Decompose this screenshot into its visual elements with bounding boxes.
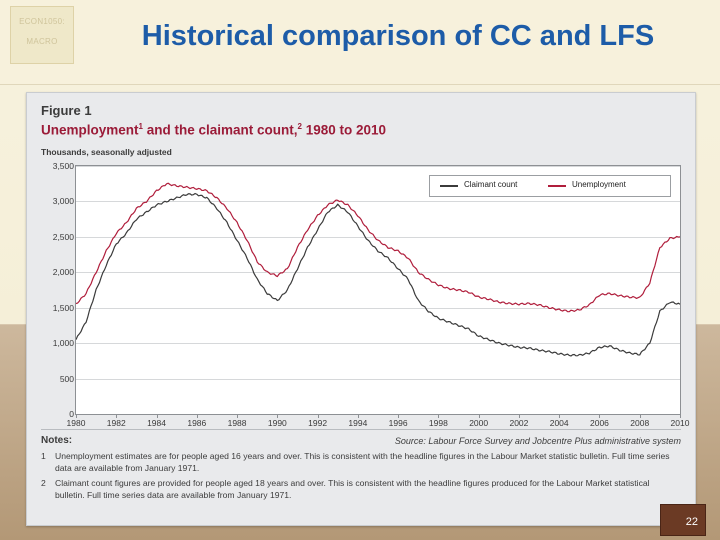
x-axis-tick-label: 1992 bbox=[308, 418, 328, 428]
chart-series-layer bbox=[76, 166, 680, 414]
y-axis-tick-label: 3,500 bbox=[52, 161, 74, 171]
course-logo bbox=[10, 6, 74, 64]
legend-item-unemployment: Unemployment bbox=[572, 180, 626, 189]
chart-plot-area bbox=[52, 161, 690, 428]
note-1 bbox=[41, 451, 681, 474]
figure-title-end: 1980 to 2010 bbox=[301, 122, 387, 138]
figure-title-mid: and the claimant count, bbox=[142, 122, 298, 138]
figure-title-sup-2: 2 bbox=[297, 122, 302, 131]
x-axis-tick-label: 2000 bbox=[469, 418, 489, 428]
note-2 bbox=[41, 478, 681, 501]
axis-units-label: Thousands, seasonally adjusted bbox=[41, 147, 172, 157]
y-axis-tick-label: 500 bbox=[59, 373, 74, 384]
x-axis-tick-label: 2002 bbox=[509, 418, 529, 428]
x-axis-tick-label: 1994 bbox=[348, 418, 368, 428]
y-axis-tick-label: 2,500 bbox=[52, 231, 74, 242]
x-axis-tick-label: 1984 bbox=[147, 418, 166, 428]
x-axis-tick-label: 2008 bbox=[630, 418, 650, 428]
notes-heading: Notes: bbox=[41, 435, 73, 446]
x-axis-tick-label: 2010 bbox=[670, 418, 690, 428]
x-axis-tick-label: 1988 bbox=[227, 418, 247, 428]
logo-line-2: MACRO bbox=[26, 37, 58, 46]
x-axis-tick-label: 2004 bbox=[549, 418, 569, 428]
x-axis-tick-label: 1996 bbox=[388, 418, 408, 428]
note-2-text: Claimant count figures are provided for people aged 18 years and over. This is consistent with the headline figures produced for the Labour Market statistical bulletin. Full time series data are available from January 1971. bbox=[55, 478, 650, 500]
notes-divider bbox=[41, 429, 681, 430]
y-axis-tick-label: 2,000 bbox=[52, 267, 74, 278]
y-axis-tick-label: 1,000 bbox=[52, 338, 74, 349]
legend-swatch-claimant-count bbox=[440, 185, 458, 187]
figure-title bbox=[41, 122, 386, 138]
logo-line-1: ECON1050: bbox=[19, 17, 65, 26]
y-axis-tick-label: 1,500 bbox=[52, 302, 74, 313]
figure-title-main: Unemployment bbox=[41, 122, 139, 138]
page-number: 22 bbox=[685, 516, 698, 528]
slide-header-banner bbox=[0, 0, 720, 85]
note-1-number: 1 bbox=[41, 451, 46, 461]
figure-source: Source: Labour Force Survey and Jobcentre Plus administrative system bbox=[394, 436, 681, 446]
x-axis-tick-label: 1986 bbox=[187, 418, 207, 428]
series-line-claimant-count bbox=[76, 194, 680, 356]
note-1-text: Unemployment estimates are for people aged 16 years and over. This is consistent with the headline figures in the Labour Market statistic bulletin. Full time series data are available from January 1971. bbox=[55, 451, 670, 473]
x-axis-tick-label: 1990 bbox=[267, 418, 287, 428]
x-axis-tick-label: 2006 bbox=[589, 418, 609, 428]
figure-label: Figure 1 bbox=[41, 103, 92, 118]
x-axis-tick-label: 1982 bbox=[106, 418, 126, 428]
figure-panel bbox=[26, 92, 696, 526]
page-number-box bbox=[660, 504, 706, 536]
legend-swatch-unemployment bbox=[548, 185, 566, 187]
figure-title-sup-1: 1 bbox=[138, 122, 143, 131]
note-2-number: 2 bbox=[41, 478, 46, 488]
legend-item-claimant-count: Claimant count bbox=[464, 180, 518, 189]
y-axis-tick-label: 3,000 bbox=[52, 196, 74, 207]
x-axis-tick-label: 1980 bbox=[66, 418, 86, 428]
x-axis-tick-label: 1998 bbox=[428, 418, 448, 428]
chart-legend bbox=[429, 175, 671, 197]
page-title: Historical comparison of CC and LFS bbox=[141, 20, 655, 52]
y-axis-tick-label: 0 bbox=[69, 409, 74, 419]
